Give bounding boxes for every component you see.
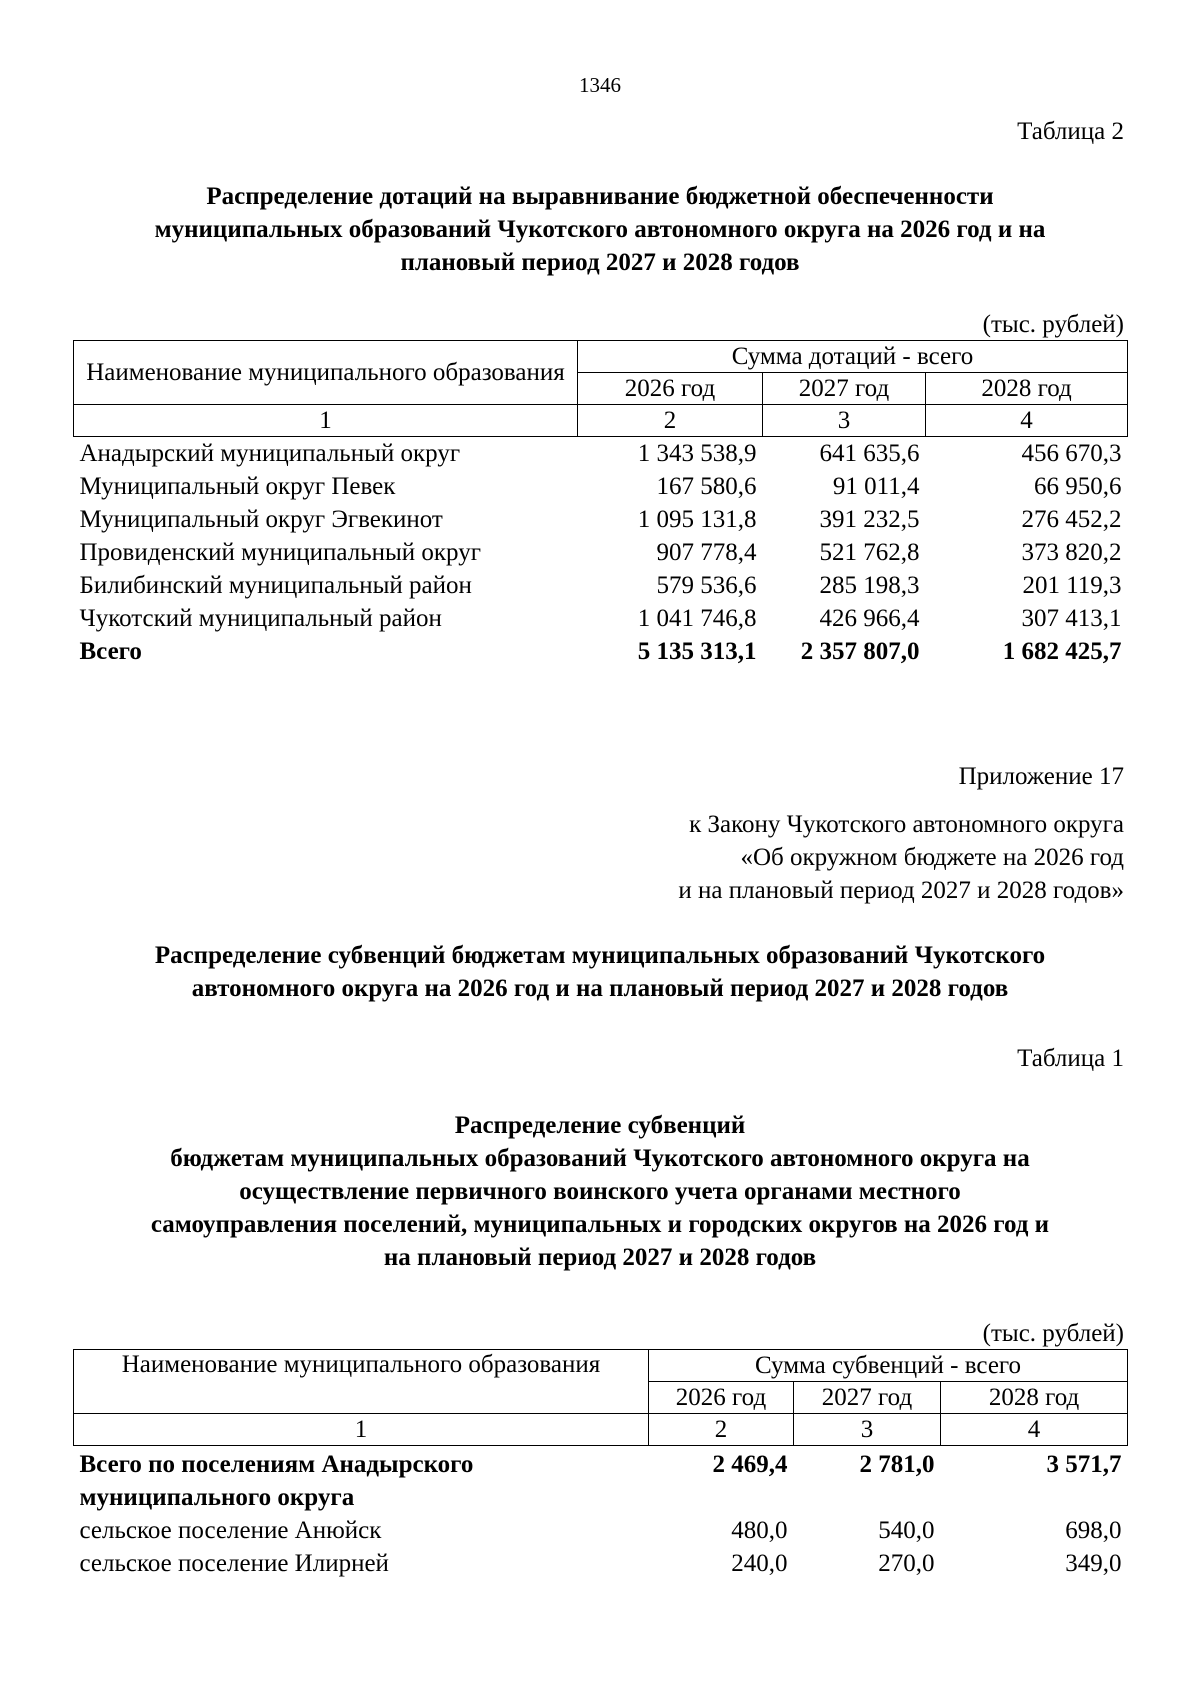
table1-title	[60, 1109, 1140, 1274]
total-label: Всего	[79, 638, 142, 665]
value-2028: 276 452,2	[1021, 506, 1122, 533]
table1-header-year: 2027 год	[794, 1382, 941, 1414]
table1-col-number: 1	[74, 1414, 649, 1446]
value-2027: 521 762,8	[819, 539, 920, 566]
value-2026: 907 778,4	[656, 539, 757, 566]
page-number: 1346	[579, 73, 621, 97]
table1-header-name: Наименование муниципального образования	[74, 1350, 649, 1414]
table-row	[74, 569, 1128, 602]
table2-col-number: 1	[74, 405, 578, 437]
value-2028: 373 820,2	[1021, 539, 1122, 566]
value-2026: 579 536,6	[656, 572, 757, 599]
section-title-line: Распределение субвенций бюджетам муниципальных образований Чукотского	[154, 942, 1046, 969]
value-2026: 1 343 538,9	[637, 440, 757, 467]
table-row	[74, 1514, 1128, 1547]
table1-title-line: Распределение субвенций	[454, 1112, 746, 1139]
row-name: Муниципальный округ Певек	[79, 473, 396, 500]
value-2026: 167 580,6	[656, 473, 757, 500]
total-2028: 1 682 425,7	[1002, 638, 1122, 665]
value-2028: 698,0	[1065, 1517, 1122, 1544]
row-name: Билибинский муниципальный район	[79, 572, 472, 599]
value-2026: 240,0	[731, 1550, 788, 1577]
table2-title-line: Распределение дотаций на выравнивание бюджетной обеспеченности	[206, 183, 994, 210]
table1-title-line: самоуправления поселений, муниципальных и городских округов на 2026 год и	[150, 1211, 1050, 1238]
table1-label: Таблица 1	[1017, 1045, 1124, 1072]
table2-header-year: 2028 год	[926, 373, 1128, 405]
value-2028: 307 413,1	[1021, 605, 1122, 632]
table-group-total-row	[74, 1446, 1128, 1515]
table1	[73, 1349, 1128, 1580]
value-2027: 391 232,5	[819, 506, 920, 533]
table-row	[74, 470, 1128, 503]
table1-header-sum: Сумма субвенций - всего	[649, 1350, 1128, 1382]
value-2027: 91 011,4	[832, 473, 920, 500]
row-name: Чукотский муниципальный район	[79, 605, 442, 632]
value-2028: 201 119,3	[1022, 572, 1122, 599]
table1-title-line: бюджетам муниципальных образований Чукотского автономного округа на	[170, 1145, 1030, 1172]
table-row	[74, 503, 1128, 536]
group-total-2028: 3 571,7	[1046, 1451, 1122, 1478]
table2-title-line: муниципальных образований Чукотского автономного округа на 2026 год и на	[154, 216, 1046, 243]
total-2027: 2 357 807,0	[800, 638, 920, 665]
row-name: Анадырский муниципальный округ	[79, 440, 461, 467]
row-name: сельское поселение Анюйск	[79, 1517, 382, 1544]
table-row	[74, 437, 1128, 471]
table-row	[74, 602, 1128, 635]
table1-header-year: 2028 год	[941, 1382, 1128, 1414]
table-row	[74, 1547, 1128, 1580]
row-name: сельское поселение Илирней	[79, 1550, 389, 1577]
value-2026: 1 095 131,8	[637, 506, 757, 533]
value-2028: 66 950,6	[1034, 473, 1122, 500]
value-2026: 480,0	[731, 1517, 788, 1544]
appendix-line: к Закону Чукотского автономного округа	[689, 811, 1124, 838]
table2-units: (тыс. рублей)	[982, 311, 1124, 338]
group-total-2026: 2 469,4	[712, 1451, 788, 1478]
table1-units: (тыс. рублей)	[982, 1320, 1124, 1347]
table2-title	[60, 180, 1140, 279]
table2-label: Таблица 2	[1017, 118, 1124, 145]
table1-header-year: 2026 год	[649, 1382, 794, 1414]
table2-header-year: 2026 год	[578, 373, 763, 405]
appendix-line: «Об окружном бюджете на 2026 год	[740, 844, 1124, 871]
section-title	[60, 939, 1140, 1005]
table2-title-line: плановый период 2027 и 2028 годов	[400, 249, 800, 276]
table2-header-sum: Сумма дотаций - всего	[578, 341, 1128, 373]
value-2028: 456 670,3	[1021, 440, 1122, 467]
table2-header-name: Наименование муниципального образования	[74, 341, 578, 405]
table2-header-year: 2027 год	[763, 373, 926, 405]
group-total-label: Всего по поселениям Анадырского муниципального округа	[79, 1451, 474, 1511]
value-2027: 641 635,6	[819, 440, 920, 467]
table1-col-number: 4	[941, 1414, 1128, 1446]
total-2026: 5 135 313,1	[637, 638, 757, 665]
table1-title-line: осуществление первичного воинского учета органами местного	[239, 1178, 961, 1205]
value-2027: 270,0	[878, 1550, 935, 1577]
appendix-line: и на плановый период 2027 и 2028 годов»	[678, 877, 1124, 904]
appendix-label: Приложение 17	[958, 763, 1124, 790]
value-2028: 349,0	[1065, 1550, 1122, 1577]
table2-col-number: 2	[578, 405, 763, 437]
table1-col-number: 2	[649, 1414, 794, 1446]
group-total-2027: 2 781,0	[859, 1451, 935, 1478]
table1-col-number: 3	[794, 1414, 941, 1446]
table2	[73, 340, 1128, 668]
section-title-line: автономного округа на 2026 год и на плановый период 2027 и 2028 годов	[191, 975, 1009, 1002]
table-row	[74, 536, 1128, 569]
row-name: Провиденский муниципальный округ	[79, 539, 481, 566]
appendix-reference	[678, 808, 1124, 907]
value-2026: 1 041 746,8	[637, 605, 757, 632]
table2-col-number: 4	[926, 405, 1128, 437]
table1-title-line: на плановый период 2027 и 2028 годов	[383, 1244, 817, 1271]
value-2027: 426 966,4	[819, 605, 920, 632]
row-name: Муниципальный округ Эгвекинот	[79, 506, 443, 533]
value-2027: 285 198,3	[819, 572, 920, 599]
table-total-row	[74, 635, 1128, 668]
value-2027: 540,0	[878, 1517, 935, 1544]
table2-col-number: 3	[763, 405, 926, 437]
